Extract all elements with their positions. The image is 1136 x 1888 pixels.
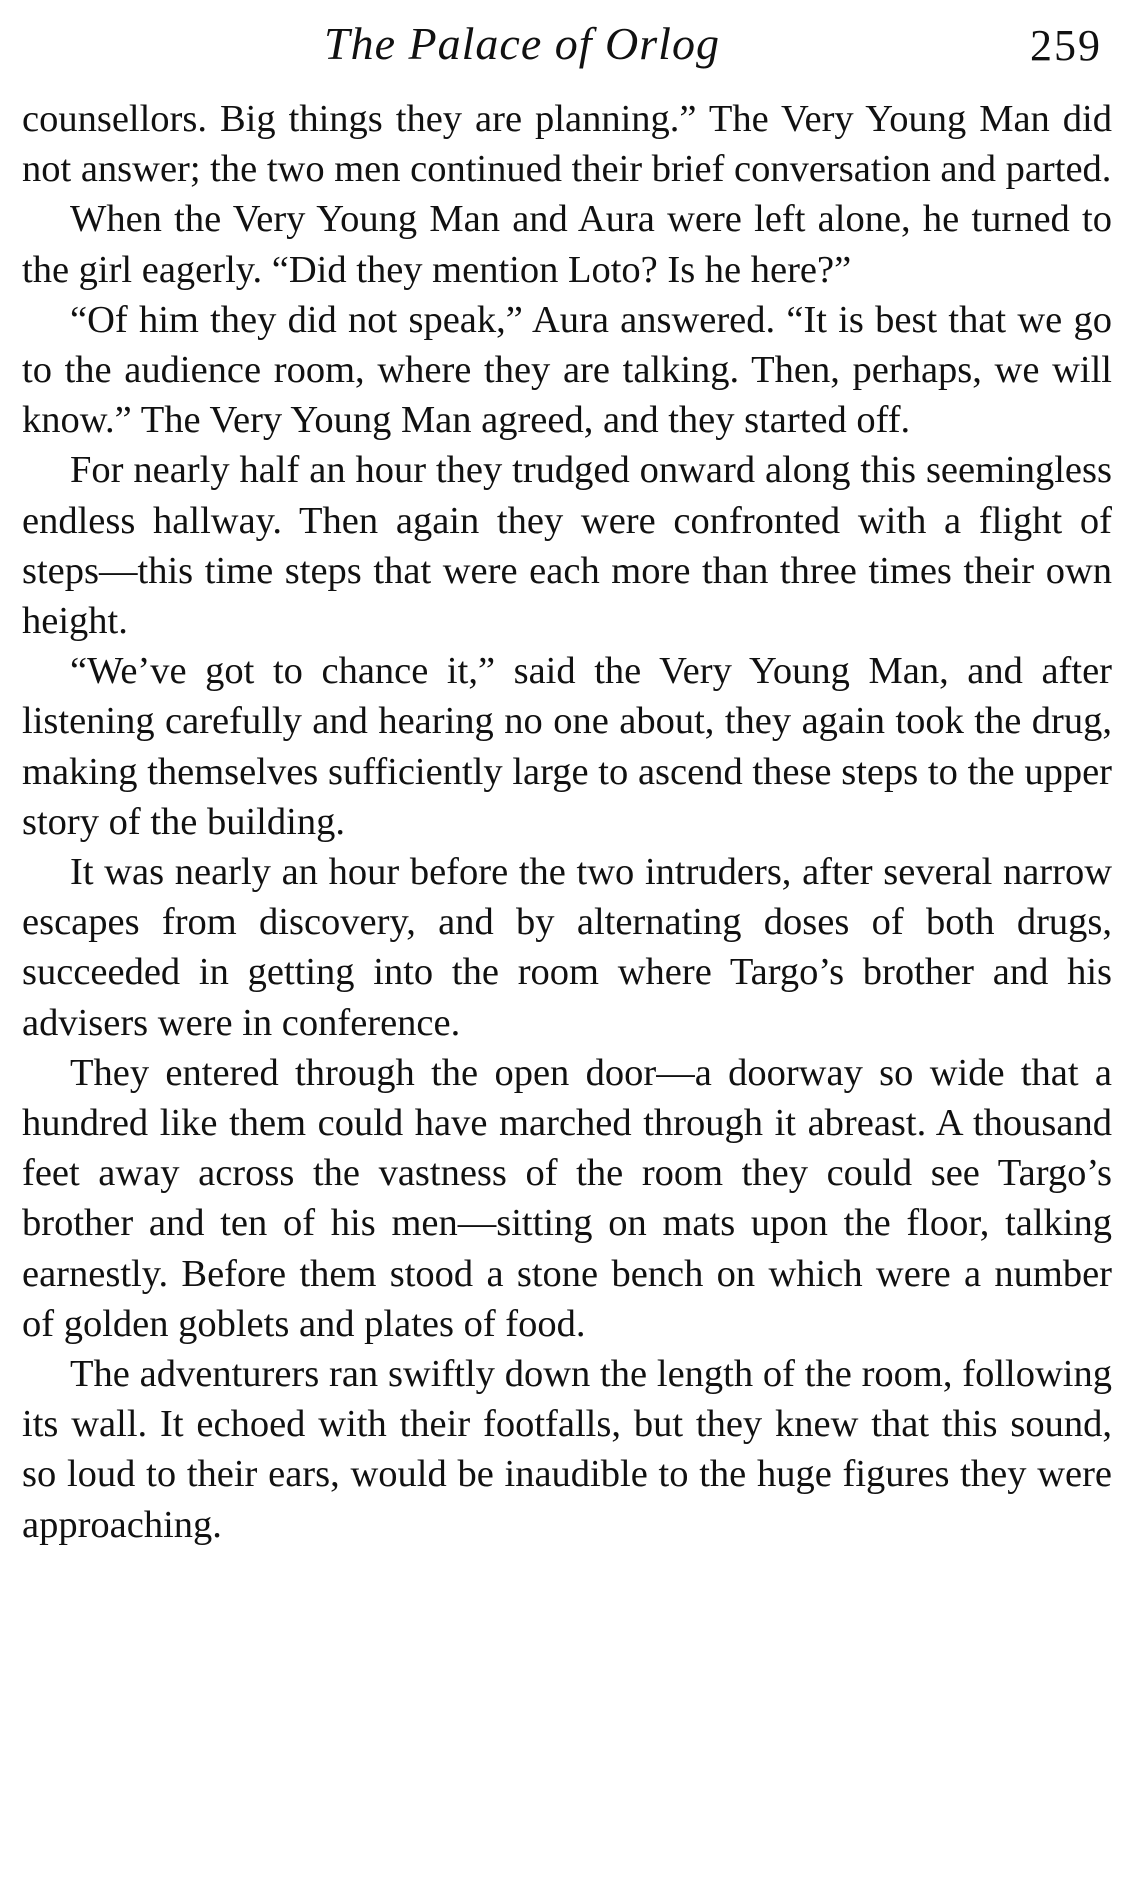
paragraph: It was nearly an hour before the two intruders, after several narrow escapes from discovery, and by alternating doses of both drugs, succeeded in getting into the room where Targo’s brother and his advisers were in conference. [22,851,1112,1044]
paragraph: “We’ve got to chance it,” said the Very Young Man, and after listening carefully and hearing no one about, they again took the drug, making themselves sufficiently large to ascend these steps to the upper story of the building. [22,650,1112,843]
running-title: The Palace of Orlog [324,18,720,69]
paragraph: For nearly half an hour they trudged onward along this seemingless endless hallway. Then again they were confronted with a flight of steps—this time steps that were each more than three times their own height. [22,449,1112,643]
body-text [22,94,1112,1550]
paragraph-continuation: counsellors. Big things they are planning.” The Very Young Man did not answer; the two men continued their brief conversation and parted. [22,98,1112,191]
paragraph: The adventurers ran swiftly down the length of the room, following its wall. It echoed with their footfalls, but they knew that this sound, so loud to their ears, would be inaudible to the huge figures they were approaching. [22,1353,1112,1546]
paragraph: “Of him they did not speak,” Aura answered. “It is best that we go to the audience room, where they are talking. Then, perhaps, we will know.” The Very Young Man agreed, and they started off. [22,298,1112,442]
paragraph: They entered through the open door—a doorway so wide that a hundred like them could have marched through it abreast. A thousand feet away across the vastness of the room they could see Targo’s brother and ten of his men—sitting on mats upon the floor, talking earnestly. Before them stood a stone bench on which were a number of golden goblets and plates of food. [22,1051,1112,1345]
running-head [22,14,1102,74]
page-number: 259 [1030,21,1102,70]
paragraph: When the Very Young Man and Aura were left alone, he turned to the girl eagerly. “Did they mention Loto? Is he here?” [22,198,1112,291]
